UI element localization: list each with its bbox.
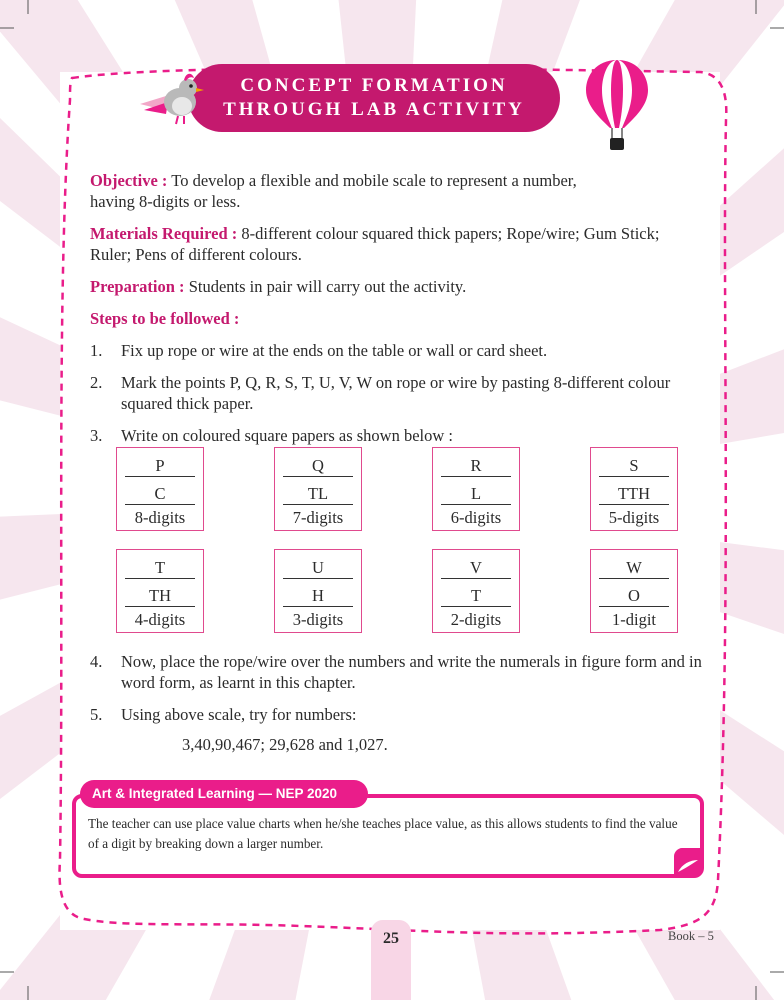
objective <box>90 170 720 212</box>
activity-content <box>90 170 720 457</box>
card-v <box>432 549 520 633</box>
materials-label: Materials Required : <box>90 224 238 243</box>
steps-heading: Steps to be followed : <box>90 309 240 328</box>
card-letter: W <box>599 558 669 579</box>
materials-text: 8-different colour squared thick papers; Rope/wire; Gum Stick; <box>237 224 660 243</box>
card-s <box>590 447 678 531</box>
step-number: 1. <box>90 341 103 360</box>
card-digits: 5-digits <box>608 508 660 527</box>
card-digits: 8-digits <box>134 508 186 527</box>
page-title <box>188 64 560 132</box>
page-curl-icon <box>672 846 702 876</box>
card-letter: T <box>125 558 195 579</box>
objective-label: Objective : <box>90 171 168 190</box>
nep-title: Art & Integrated Learning — NEP 2020 <box>80 780 368 808</box>
hot-air-balloon-icon <box>582 58 652 154</box>
card-place: O <box>599 586 669 607</box>
card-place: H <box>283 586 353 607</box>
title-line-1: CONCEPT FORMATION <box>240 75 508 96</box>
card-letter: S <box>599 456 669 477</box>
step-number: 5. <box>90 705 103 724</box>
card-q <box>274 447 362 531</box>
step-3 <box>90 425 720 446</box>
objective-text-2: having 8-digits or less. <box>90 192 241 211</box>
title-line-2: THROUGH LAB ACTIVITY <box>223 99 525 120</box>
step-text: Mark the points P, Q, R, S, T, U, V, W on rope or wire by pasting 8-different colour squared thick paper. <box>121 373 671 413</box>
step-text: Write on coloured square papers as shown below : <box>121 426 453 445</box>
preparation-text: Students in pair will carry out the activity. <box>184 277 467 296</box>
step-number: 4. <box>90 652 103 671</box>
card-place: L <box>441 484 511 505</box>
card-place: C <box>125 484 195 505</box>
bird-icon <box>138 70 208 126</box>
step-5 <box>90 704 720 725</box>
nep-text: The teacher can use place value charts when he/she teaches place value, as this allows students to find the value of a digit by breaking down a larger number. <box>88 816 678 851</box>
card-place: TTH <box>599 484 669 505</box>
objective-text: To develop a flexible and mobile scale to represent a number, <box>167 171 577 190</box>
card-u <box>274 549 362 633</box>
card-digits: 4-digits <box>134 610 186 629</box>
step-number: 3. <box>90 426 103 445</box>
activity-content-continued <box>90 651 720 736</box>
preparation <box>90 276 720 297</box>
step-4 <box>90 651 720 693</box>
card-w <box>590 549 678 633</box>
step-1 <box>90 340 720 361</box>
step-number: 2. <box>90 373 103 392</box>
card-t <box>116 549 204 633</box>
step-2 <box>90 372 720 414</box>
card-p <box>116 447 204 531</box>
card-digits: 3-digits <box>292 610 344 629</box>
card-place: TH <box>125 586 195 607</box>
preparation-label: Preparation : <box>90 277 185 296</box>
card-digits: 7-digits <box>292 508 344 527</box>
book-label: Book – 5 <box>668 929 714 943</box>
materials-text-2: Ruler; Pens of different colours. <box>90 245 302 264</box>
card-place: TL <box>283 484 353 505</box>
card-place: T <box>441 586 511 607</box>
step-text: Using above scale, try for numbers: <box>121 705 357 724</box>
card-letter: Q <box>283 456 353 477</box>
step-text: Fix up rope or wire at the ends on the table or wall or card sheet. <box>121 341 548 360</box>
card-digits: 6-digits <box>450 508 502 527</box>
card-r <box>432 447 520 531</box>
card-digits: 1-digit <box>612 610 656 629</box>
step-text: Now, place the rope/wire over the numbers and write the numerals in figure form and in word form, as learnt in this chapter. <box>121 652 702 692</box>
card-digits: 2-digits <box>450 610 502 629</box>
page-number: 25 <box>383 930 399 947</box>
card-letter: U <box>283 558 353 579</box>
card-letter: V <box>441 558 511 579</box>
materials-required <box>90 223 720 265</box>
try-numbers: 3,40,90,467; 29,628 and 1,027. <box>182 735 388 754</box>
card-letter: P <box>125 456 195 477</box>
card-letter: R <box>441 456 511 477</box>
